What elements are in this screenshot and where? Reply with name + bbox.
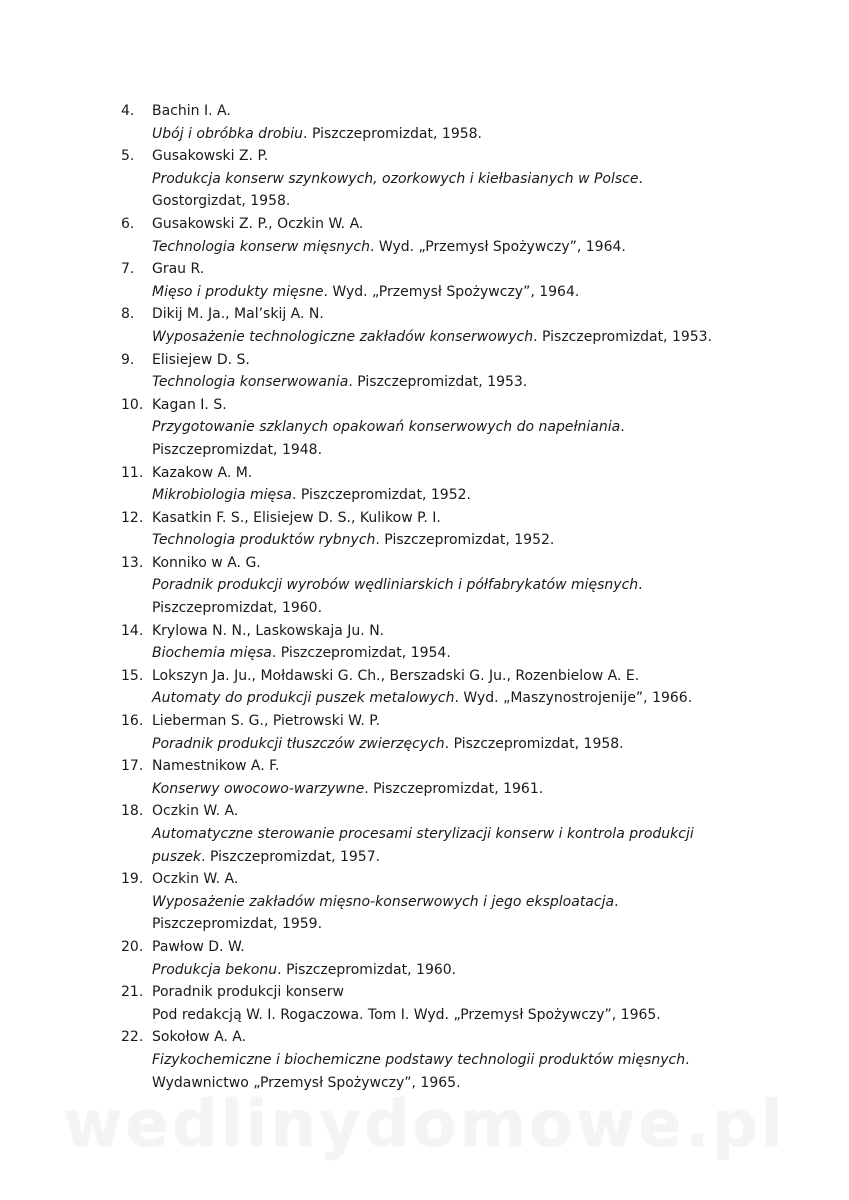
entry-publisher: Piszczepromizdat, 1960. xyxy=(152,600,323,617)
entry-title: Przygotowanie szklanych opakowań konserwowych do napełniania xyxy=(152,419,621,436)
entry-number: 16. xyxy=(121,713,144,730)
entry-number: 11. xyxy=(121,464,144,481)
bibliography-entry xyxy=(121,665,781,710)
entry-title: Biochemia mięsa xyxy=(152,645,272,662)
entry-publication-line xyxy=(152,642,781,665)
entry-title: Wyposażenie zakładów mięsno-konserwowych i jego eksploatacja xyxy=(152,893,615,910)
entry-publisher: . Piszczepromizdat, 1960. xyxy=(277,961,457,978)
entry-publication-line xyxy=(152,416,781,439)
entry-title: Poradnik produkcji wyrobów wędliniarskich i półfabrykatów mięsnych xyxy=(152,577,639,594)
entry-publisher: . Piszczepromizdat, 1961. xyxy=(364,780,544,797)
entry-publication-line xyxy=(152,846,781,869)
entry-publisher: Wydawnictwo „Przemysł Spożywczy”, 1965. xyxy=(152,1074,461,1091)
entry-number: 7. xyxy=(121,261,135,278)
bibliography-entry xyxy=(121,100,781,145)
entry-title: Produkcja bekonu xyxy=(152,961,278,978)
entry-authors: Gusakowski Z. P., Oczkin W. A. xyxy=(152,215,364,232)
entry-publication-line xyxy=(152,236,781,259)
bibliography-entry xyxy=(121,710,781,755)
entry-title: Poradnik produkcji tłuszczów zwierzęcych xyxy=(152,735,445,752)
entry-publication-line xyxy=(152,823,781,846)
entry-publisher: . Wyd. „Przemysł Spożywczy”, 1964. xyxy=(323,283,580,300)
entry-number: 4. xyxy=(121,103,135,119)
entry-title: Fizykochemiczne i biochemiczne podstawy technologii produktów mięsnych xyxy=(152,1051,686,1068)
watermark: wedlinydomowe.pl xyxy=(63,1088,786,1162)
entry-authors: Namestnikow A. F. xyxy=(152,758,280,775)
entry-publisher: Pod redakcją W. I. Rogaczowa. Tom I. Wyd. „Przemysł Spożywczy”, 1965. xyxy=(152,1006,661,1023)
bibliography-entry xyxy=(121,981,781,1026)
entry-publisher: . Piszczepromizdat, 1954. xyxy=(271,645,451,662)
entry-authors: Krylowa N. N., Laskowskaja Ju. N. xyxy=(152,622,385,639)
entry-title: Technologia produktów rybnych xyxy=(152,532,376,549)
entry-number: 5. xyxy=(121,148,135,165)
entry-publisher: Gostorgizdat, 1958. xyxy=(152,193,291,210)
entry-title: Ubój i obróbka drobiu xyxy=(152,125,304,142)
bibliography-entry xyxy=(121,303,781,348)
bibliography-entry xyxy=(121,755,781,800)
entry-publication-line xyxy=(152,1049,781,1072)
entry-number: 20. xyxy=(121,938,144,955)
entry-authors: Kasatkin F. S., Elisiejew D. S., Kulikow P. I. xyxy=(152,509,441,526)
entry-authors: Poradnik produkcji konserw xyxy=(152,984,344,1001)
bibliography-entry xyxy=(121,258,781,303)
entry-number: 19. xyxy=(121,871,144,888)
entry-publisher: . xyxy=(685,1051,690,1068)
entry-number: 13. xyxy=(121,554,144,571)
entry-number: 14. xyxy=(121,622,144,639)
entry-publication-line xyxy=(152,168,781,191)
entry-authors: Dikij M. Ja., Mal’skij A. N. xyxy=(152,306,324,323)
bibliography-entry xyxy=(121,1026,781,1094)
bibliography-entry xyxy=(121,462,781,507)
entry-authors: Bachin I. A. xyxy=(152,103,231,119)
entry-publication-line xyxy=(152,913,781,936)
entry-title: Technologia konserw mięsnych xyxy=(152,238,370,255)
entry-publisher: . Piszczepromizdat, 1958. xyxy=(303,125,482,142)
entry-publisher: . Piszczepromizdat, 1953. xyxy=(533,328,713,345)
entry-number: 9. xyxy=(121,351,135,368)
entry-authors: Konniko w A. G. xyxy=(152,554,261,571)
entry-publication-line xyxy=(152,326,781,349)
entry-title: Technologia konserwowania xyxy=(152,374,349,391)
entry-publication-line xyxy=(152,959,781,982)
bibliography-entry xyxy=(121,145,781,213)
entry-publisher: Piszczepromizdat, 1959. xyxy=(152,916,323,933)
entry-publication-line xyxy=(152,891,781,914)
bibliography-entry xyxy=(121,552,781,620)
entry-publication-line xyxy=(152,484,781,507)
entry-publisher: . Piszczepromizdat, 1958. xyxy=(444,735,624,752)
entry-title: Produkcja konserw szynkowych, ozorkowych i kiełbasianych w Polsce xyxy=(152,170,639,187)
entry-number: 17. xyxy=(121,758,144,775)
entry-authors: Kazakow A. M. xyxy=(152,464,253,481)
bibliography-entry xyxy=(121,394,781,462)
entry-title: Konserwy owocowo-warzywne xyxy=(152,780,365,797)
entry-publication-line xyxy=(152,190,781,213)
entry-authors: Pawłow D. W. xyxy=(152,938,245,955)
entry-publication-line xyxy=(152,281,781,304)
entry-authors: Sokołow A. A. xyxy=(152,1029,247,1046)
entry-publisher: . Piszczepromizdat, 1952. xyxy=(375,532,555,549)
entry-authors: Lieberman S. G., Pietrowski W. P. xyxy=(152,713,381,730)
entry-number: 18. xyxy=(121,803,144,820)
entry-title: Automaty do produkcji puszek metalowych xyxy=(152,690,455,707)
entry-authors: Grau R. xyxy=(152,261,205,278)
entry-publication-line xyxy=(152,1004,781,1027)
entry-publisher: . Wyd. „Maszynostrojenije”, 1966. xyxy=(454,690,693,707)
entry-publication-line xyxy=(152,371,781,394)
entry-publisher: . xyxy=(614,893,619,910)
entry-authors: Gusakowski Z. P. xyxy=(152,148,269,165)
entry-publication-line xyxy=(152,439,781,462)
entry-publisher: . Piszczepromizdat, 1952. xyxy=(292,487,471,504)
entry-publisher: . xyxy=(620,419,625,436)
bibliography-entry xyxy=(121,620,781,665)
bibliography-entry xyxy=(121,936,781,981)
entry-title: Wyposażenie technologiczne zakładów konserwowych xyxy=(152,328,534,345)
bibliography-entry xyxy=(121,349,781,394)
entry-number: 10. xyxy=(121,396,144,413)
entry-publication-line xyxy=(152,778,781,801)
entry-number: 6. xyxy=(121,215,135,232)
entry-publication-line xyxy=(152,597,781,620)
entry-title: Automatyczne sterowanie procesami sterylizacji konserw i kontrola produkcji xyxy=(152,826,694,842)
entry-publisher: . Wyd. „Przemysł Spożywczy”, 1964. xyxy=(369,238,626,255)
entry-publication-line xyxy=(152,123,781,146)
entry-authors: Lokszyn Ja. Ju., Mołdawski G. Ch., Berszadski G. Ju., Rozenbielow A. E. xyxy=(152,667,640,684)
entry-authors: Oczkin W. A. xyxy=(152,871,239,888)
entry-authors: Oczkin W. A. xyxy=(152,803,239,820)
entry-number: 22. xyxy=(121,1029,144,1046)
entry-number: 15. xyxy=(121,667,144,684)
entry-publisher: . Piszczepromizdat, 1953. xyxy=(348,374,528,391)
entry-publisher: Piszczepromizdat, 1948. xyxy=(152,441,323,458)
bibliography-entry xyxy=(121,507,781,552)
entry-number: 8. xyxy=(121,306,135,323)
entry-title: Mikrobiologia mięsa xyxy=(152,487,293,504)
bibliography-entry xyxy=(121,800,781,868)
entry-publication-line xyxy=(152,687,781,710)
entry-number: 12. xyxy=(121,509,144,526)
entry-publisher: . xyxy=(638,577,643,594)
entry-publication-line xyxy=(152,529,781,552)
entry-title: Mięso i produkty mięsne xyxy=(152,283,324,300)
bibliography-list xyxy=(121,100,781,1094)
entry-authors: Kagan I. S. xyxy=(152,396,227,413)
entry-title: puszek xyxy=(152,848,202,865)
bibliography-entry xyxy=(121,213,781,258)
entry-number: 21. xyxy=(121,984,144,1001)
entry-publisher: . Piszczepromizdat, 1957. xyxy=(201,848,381,865)
entry-publication-line xyxy=(152,574,781,597)
bibliography-entry xyxy=(121,868,781,936)
entry-authors: Elisiejew D. S. xyxy=(152,351,250,368)
entry-publication-line xyxy=(152,733,781,756)
entry-publisher: . xyxy=(638,170,643,187)
